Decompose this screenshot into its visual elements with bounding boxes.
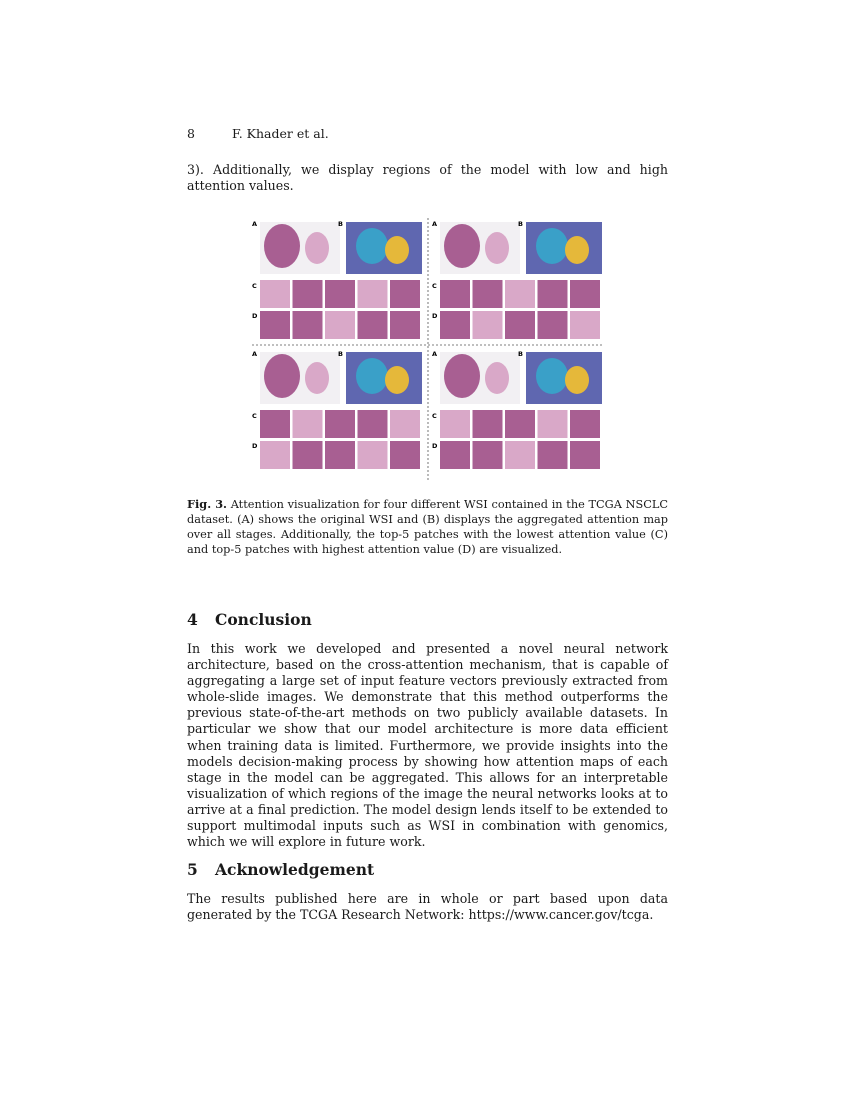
wsi-tissue [485, 362, 509, 394]
patch [358, 410, 388, 438]
wsi-tissue [485, 232, 509, 264]
patch [440, 280, 470, 308]
panel-label-b: B [338, 220, 343, 228]
wsi-tissue [305, 232, 329, 264]
patch [260, 441, 290, 469]
caption-label: Fig. 3. [187, 497, 227, 511]
section-number: 4 [187, 610, 198, 629]
panel-label-a: A [252, 220, 258, 228]
wsi-tissue [264, 354, 300, 398]
attention-region [356, 228, 388, 264]
attention-region [356, 358, 388, 394]
patch [390, 410, 420, 438]
patch [473, 311, 503, 339]
patch [293, 441, 323, 469]
patch [538, 311, 568, 339]
patch [538, 410, 568, 438]
panel-label-d: D [432, 442, 438, 450]
acknowledgement-paragraph: The results published here are in whole or part based upon data generated by the TCGA Research Network: https://www.cancer.gov/tcga. [187, 891, 668, 923]
panel-label-d: D [252, 312, 258, 320]
patch [505, 441, 535, 469]
patch [538, 280, 568, 308]
acknowledgement-heading [187, 860, 374, 879]
panel-label-a: A [432, 220, 438, 228]
patch [260, 410, 290, 438]
patch [358, 280, 388, 308]
patch [293, 311, 323, 339]
attention-region [385, 236, 409, 264]
patch [570, 280, 600, 308]
section-title: Conclusion [215, 610, 312, 629]
patch [325, 410, 355, 438]
patch [390, 280, 420, 308]
patch [570, 311, 600, 339]
panel-label-b: B [518, 220, 523, 228]
page-number: 8 [187, 126, 195, 141]
wsi-tissue [305, 362, 329, 394]
attention-region [536, 228, 568, 264]
patch [325, 280, 355, 308]
wsi-tissue [444, 224, 480, 268]
patch [440, 410, 470, 438]
patch [473, 410, 503, 438]
wsi-tissue [264, 224, 300, 268]
section-title: Acknowledgement [215, 860, 375, 879]
attention-region [565, 366, 589, 394]
panel-label-c: C [432, 282, 437, 290]
page-header [187, 126, 329, 141]
patch [473, 441, 503, 469]
intro-paragraph: 3). Additionally, we display regions of the model with low and high attention values. [187, 162, 668, 194]
patch [570, 410, 600, 438]
patch [505, 410, 535, 438]
patch [440, 311, 470, 339]
patch [260, 280, 290, 308]
patch [473, 280, 503, 308]
section-number: 5 [187, 860, 198, 879]
attention-visualization-figure [252, 218, 604, 480]
patch [260, 311, 290, 339]
panel-label-c: C [252, 282, 257, 290]
running-head: F. Khader et al. [232, 126, 329, 141]
caption-text: Attention visualization for four different WSI contained in the TCGA NSCLC dataset. (A) shows the original WSI and (B) displays the aggregated attention map over all stages. Additionally, the top-5 patches with the lowest attention value (C) and top-5 patches with highest attention value (D) are visualized. [187, 498, 668, 556]
patch [390, 441, 420, 469]
attention-region [565, 236, 589, 264]
patch [358, 311, 388, 339]
patch [293, 410, 323, 438]
patch [325, 311, 355, 339]
patch [538, 441, 568, 469]
figure-caption [187, 497, 668, 557]
panel-label-c: C [252, 412, 257, 420]
patch [505, 280, 535, 308]
patch [505, 311, 535, 339]
panel-label-c: C [432, 412, 437, 420]
panel-label-a: A [432, 350, 438, 358]
panel-label-b: B [518, 350, 523, 358]
patch [440, 441, 470, 469]
attention-region [385, 366, 409, 394]
conclusion-heading [187, 610, 312, 629]
patch [293, 280, 323, 308]
panel-label-b: B [338, 350, 343, 358]
figure-3 [252, 218, 604, 480]
panel-label-d: D [252, 442, 258, 450]
panel-label-d: D [432, 312, 438, 320]
patch [358, 441, 388, 469]
conclusion-paragraph: In this work we developed and presented a novel neural network architecture, based on the cross-attention mechanism, that is capable of aggregating a large set of input feature vectors previously extracted from whole-slide images. We demonstrate that this method outperforms the previous state-of-the-art methods on two publicly available datasets. In particular we show that our model architecture is more data efficient when training data is limited. Furthermore, we provide insights into the models decision-making process by showing how attention maps of each stage in the model can be aggregated. This allows for an interpretable visualization of which regions of the image the neural networks looks at to arrive at a final prediction. The model design lends itself to be extended to support multimodal inputs such as WSI in combination with genomics, which we will explore in future work. [187, 641, 668, 850]
patch [570, 441, 600, 469]
attention-region [536, 358, 568, 394]
panel-label-a: A [252, 350, 258, 358]
wsi-tissue [444, 354, 480, 398]
patch [325, 441, 355, 469]
patch [390, 311, 420, 339]
